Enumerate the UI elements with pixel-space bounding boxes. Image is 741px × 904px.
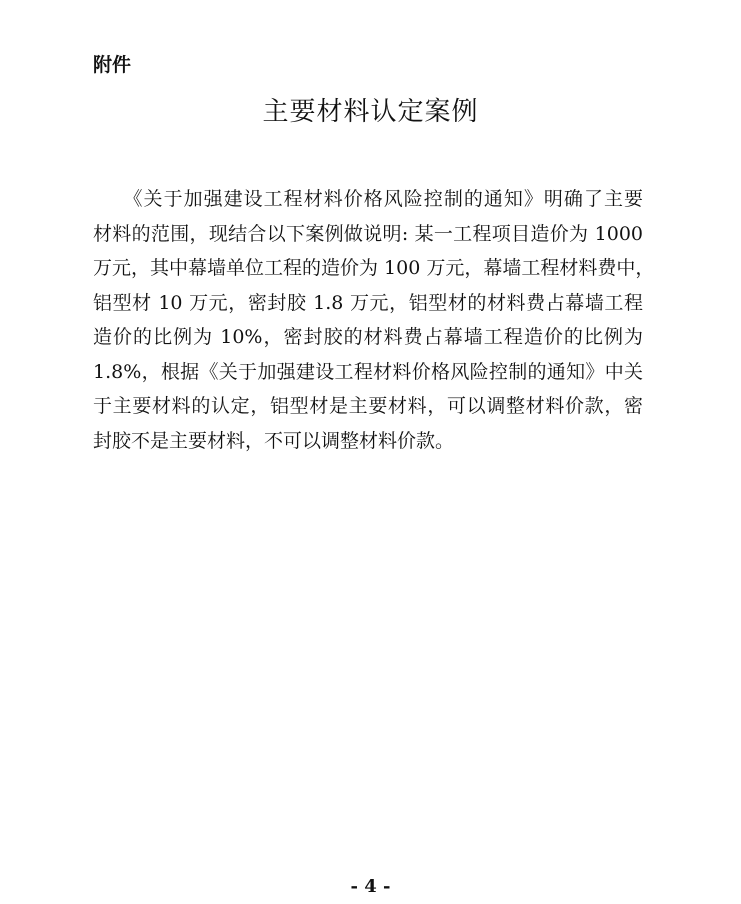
paragraph-line: 于主要材料的认定，铝型材是主要材料，可以调整材料价款，密 bbox=[93, 395, 643, 417]
paragraph-line: 万元，其中幕墙单位工程的造价为 100 万元，幕墙工程材料费中， bbox=[93, 257, 655, 279]
paragraph-line: 铝型材 10 万元，密封胶 1.8 万元，铝型材的材料费占幕墙工程 bbox=[93, 291, 643, 314]
paragraph-line: 材料的范围，现结合以下案例做说明: 某一工程项目造价为 1000 bbox=[93, 222, 643, 245]
paragraph-line: 1.8%，根据《关于加强建设工程材料价格风险控制的通知》中关 bbox=[93, 360, 643, 383]
body-paragraph bbox=[93, 182, 655, 458]
paragraph-line: 《关于加强建设工程材料价格风险控制的通知》明确了主要 bbox=[93, 188, 643, 210]
attachment-label: 附件 bbox=[93, 54, 132, 76]
paragraph-line: 造价的比例为 10%，密封胶的材料费占幕墙工程造价的比例为 bbox=[93, 326, 643, 348]
page-number: - 4 - bbox=[350, 876, 391, 897]
paragraph-line: 封胶不是主要材料，不可以调整材料价款。 bbox=[93, 429, 455, 452]
document-title: 主要材料认定案例 bbox=[262, 97, 479, 127]
